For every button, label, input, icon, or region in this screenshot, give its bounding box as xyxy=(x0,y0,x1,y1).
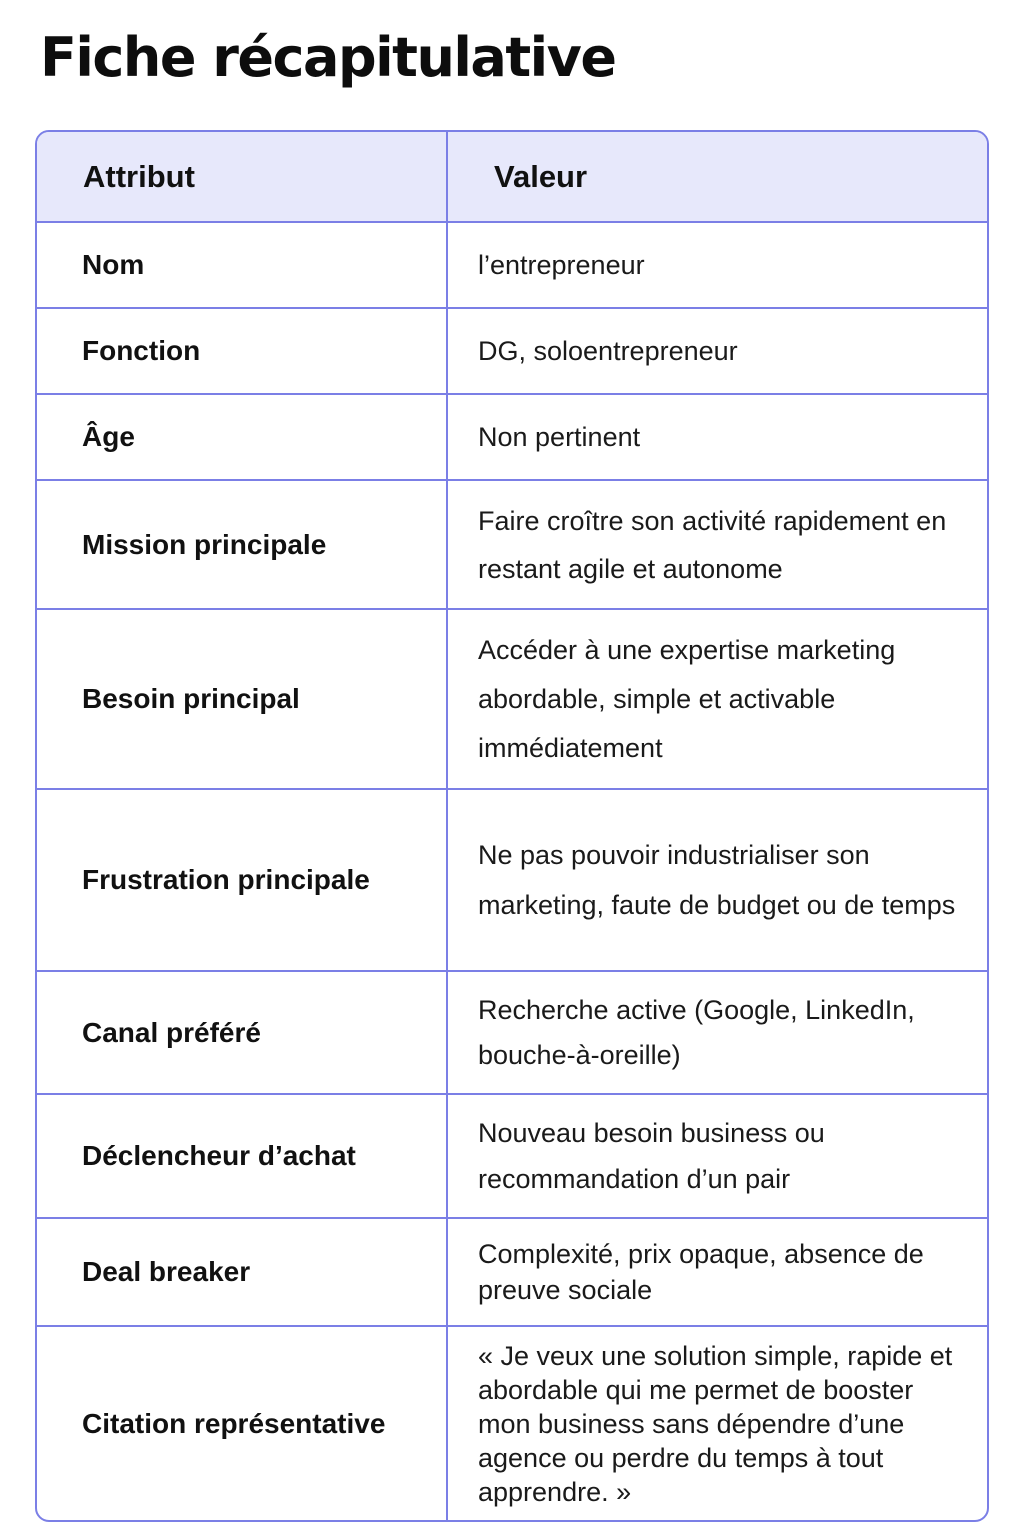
table-row xyxy=(37,789,987,971)
row-value: Accéder à une expertise marketing abordable, simple et activable immédiatement xyxy=(447,609,987,789)
page-title: Fiche récapitulative xyxy=(40,26,616,89)
row-attribute: Citation représentative xyxy=(37,1326,447,1521)
header-attribut: Attribut xyxy=(37,132,447,222)
row-attribute: Besoin principal xyxy=(37,609,447,789)
table-row xyxy=(37,609,987,789)
row-value: DG, soloentrepreneur xyxy=(447,308,987,394)
row-value: Complexité, prix opaque, absence de preuve sociale xyxy=(447,1218,987,1326)
table-row xyxy=(37,971,987,1094)
row-attribute: Frustration principale xyxy=(37,789,447,971)
summary-table xyxy=(35,130,989,1522)
row-attribute: Deal breaker xyxy=(37,1218,447,1326)
row-value: Ne pas pouvoir industrialiser son marketing, faute de budget ou de temps xyxy=(447,789,987,971)
summary-table-grid xyxy=(37,132,987,1521)
table-row xyxy=(37,222,987,308)
header-valeur: Valeur xyxy=(447,132,987,222)
row-attribute: Nom xyxy=(37,222,447,308)
table-row xyxy=(37,480,987,609)
table-header-row xyxy=(37,132,987,222)
table-row xyxy=(37,308,987,394)
row-attribute: Canal préféré xyxy=(37,971,447,1094)
row-attribute: Déclencheur d’achat xyxy=(37,1094,447,1218)
row-value: « Je veux une solution simple, rapide et abordable qui me permet de booster mon business sans dépendre d’une agence ou perdre du temps à tout apprendre. » xyxy=(447,1326,987,1521)
row-value: Recherche active (Google, LinkedIn, bouche-à-oreille) xyxy=(447,971,987,1094)
table-row xyxy=(37,1094,987,1218)
row-value: l’entrepreneur xyxy=(447,222,987,308)
row-value: Nouveau besoin business ou recommandation d’un pair xyxy=(447,1094,987,1218)
row-attribute: Fonction xyxy=(37,308,447,394)
row-attribute: Âge xyxy=(37,394,447,480)
table-row xyxy=(37,394,987,480)
row-value: Faire croître son activité rapidement en restant agile et autonome xyxy=(447,480,987,609)
row-value: Non pertinent xyxy=(447,394,987,480)
row-attribute: Mission principale xyxy=(37,480,447,609)
table-row xyxy=(37,1326,987,1521)
table-row xyxy=(37,1218,987,1326)
